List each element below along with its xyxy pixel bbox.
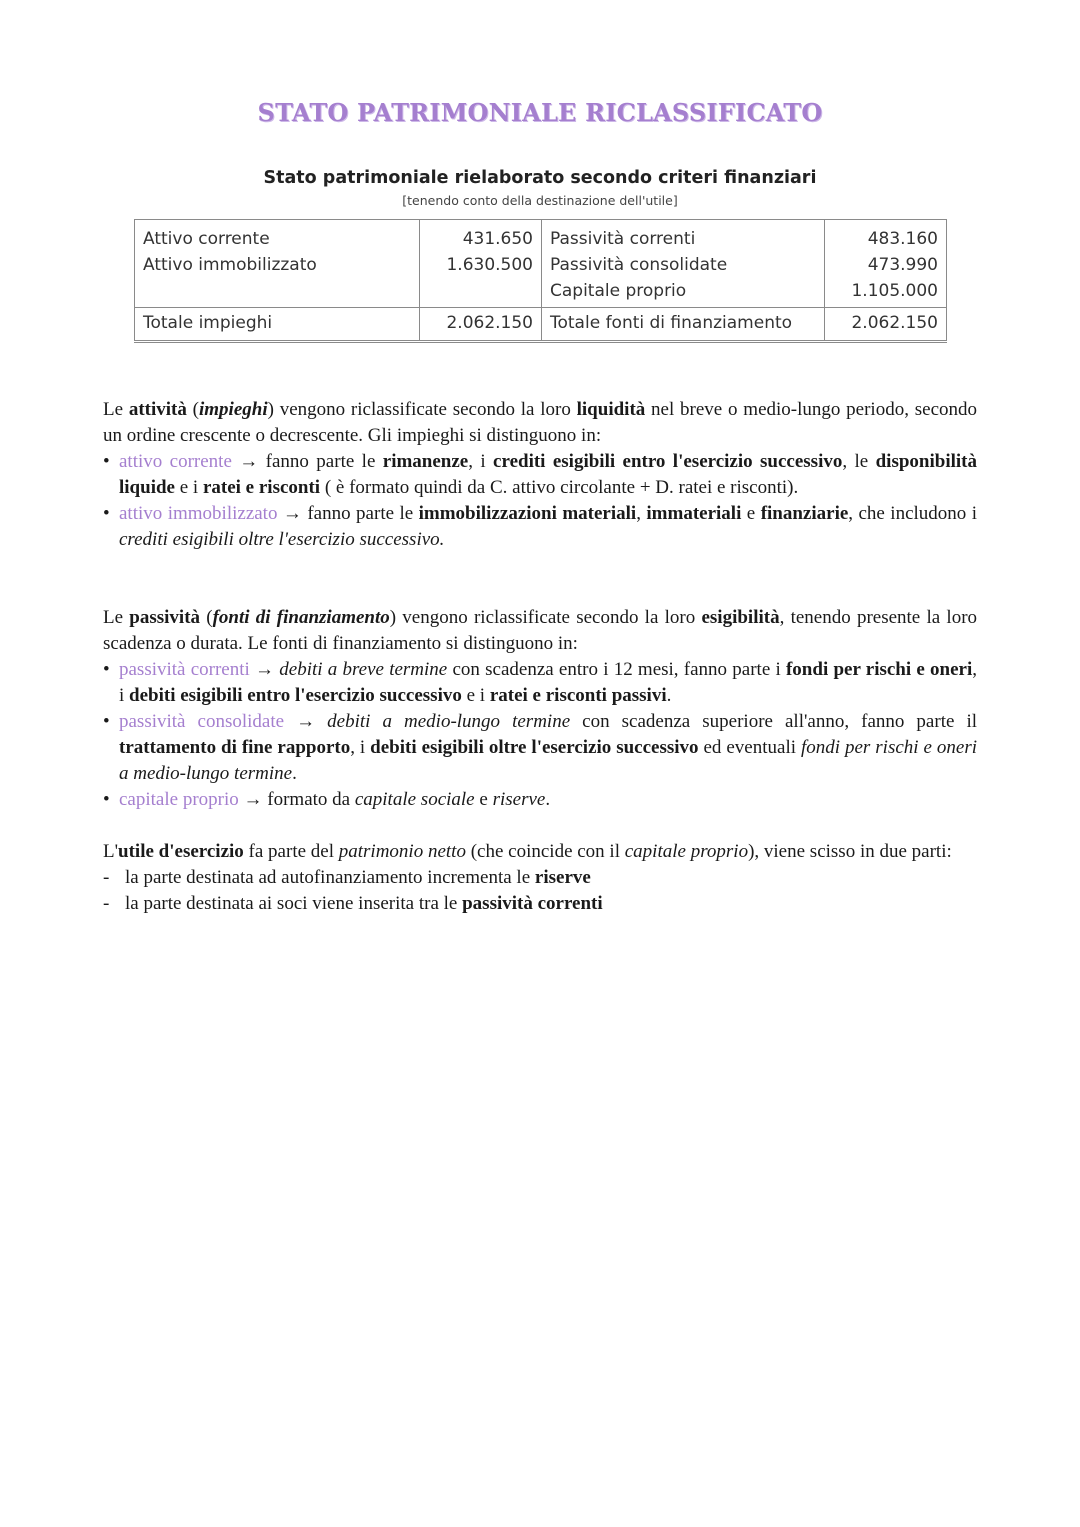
dash-list — [103, 865, 977, 917]
table-subheading: [tenendo conto della destinazione dell'utile] — [402, 193, 678, 208]
list-item: • attivo immobilizzato → fanno parte le immobilizzazioni materiali, immateriali e finanziarie, che includono i crediti esigibili oltre l'esercizio successivo. — [103, 501, 977, 553]
bullet-list — [103, 449, 977, 553]
list-item: • attivo corrente → fanno parte le rimanenze, i crediti esigibili entro l'esercizio successivo, le disponibilità liquide e i ratei e risconti ( è formato quindi da C. attivo circolante + D. ratei e risconti). — [103, 449, 977, 501]
fonti-label: Passività consolidate — [550, 255, 728, 275]
totale-impieghi-value: 2.062.150 — [420, 308, 542, 342]
impieghi-values — [420, 220, 542, 308]
paragraph: L'utile d'esercizio fa parte del patrimonio netto (che coincide con il capitale proprio), viene scisso in due parti: — [103, 841, 952, 862]
list-item: - la parte destinata ai soci viene inserita tra le passività correnti — [103, 891, 977, 917]
paragraph: Le attività (impieghi) vengono riclassificate secondo la loro liquidità nel breve o medio-lungo periodo, secondo un ordine crescente o decrescente. Gli impieghi si distinguono in: — [103, 399, 977, 446]
fonti-label: Passività correnti — [550, 229, 696, 249]
impieghi-label: Attivo immobilizzato — [143, 255, 317, 275]
impieghi-value: 1.630.500 — [446, 255, 533, 275]
totale-fonti-value: 2.062.150 — [825, 308, 947, 342]
fonti-values — [825, 220, 947, 308]
bullet-list — [103, 657, 977, 813]
paragraph: Le passività (fonti di finanziamento) vengono riclassificate secondo la loro esigibilità, tenendo presente la loro scadenza o durata. Le fonti di finanziamento si distinguono in: — [103, 607, 978, 654]
section-utile — [103, 839, 977, 917]
page-title: STATO PATRIMONIALE RICLASSIFICATO — [257, 98, 823, 127]
section-passivita — [103, 605, 977, 813]
totale-impieghi-label: Totale impieghi — [135, 308, 420, 342]
table-row — [135, 220, 947, 308]
fonti-label: Capitale proprio — [550, 281, 687, 301]
impieghi-label: Attivo corrente — [143, 229, 270, 249]
list-item: • passività consolidate → debiti a medio-lungo termine con scadenza superiore all'anno, fanno parte il trattamento di fine rapporto, i debiti esigibili oltre l'esercizio successivo ed eventuali fondi per rischi e oneri a medio-lungo termine. — [103, 709, 977, 787]
list-item: • capitale proprio → formato da capitale sociale e riserve. — [103, 787, 977, 813]
list-item: - la parte destinata ad autofinanziamento incrementa le riserve — [103, 865, 977, 891]
impieghi-value: 431.650 — [462, 229, 533, 249]
list-item: • passività correnti → debiti a breve termine con scadenza entro i 12 mesi, fanno parte i fondi per rischi e oneri, i debiti esigibili entro l'esercizio successivo e i ratei e risconti passivi. — [103, 657, 977, 709]
table-heading: Stato patrimoniale rielaborato secondo criteri finanziari — [263, 168, 817, 188]
impieghi-labels — [135, 220, 420, 308]
fonti-labels — [542, 220, 825, 308]
balance-sheet-table — [134, 219, 947, 343]
section-attivita — [103, 397, 977, 553]
fonti-value: 1.105.000 — [851, 281, 938, 301]
fonti-value: 483.160 — [867, 229, 938, 249]
totale-fonti-label: Totale fonti di finanziamento — [542, 308, 825, 342]
totals-row — [135, 308, 947, 342]
fonti-value: 473.990 — [867, 255, 938, 275]
